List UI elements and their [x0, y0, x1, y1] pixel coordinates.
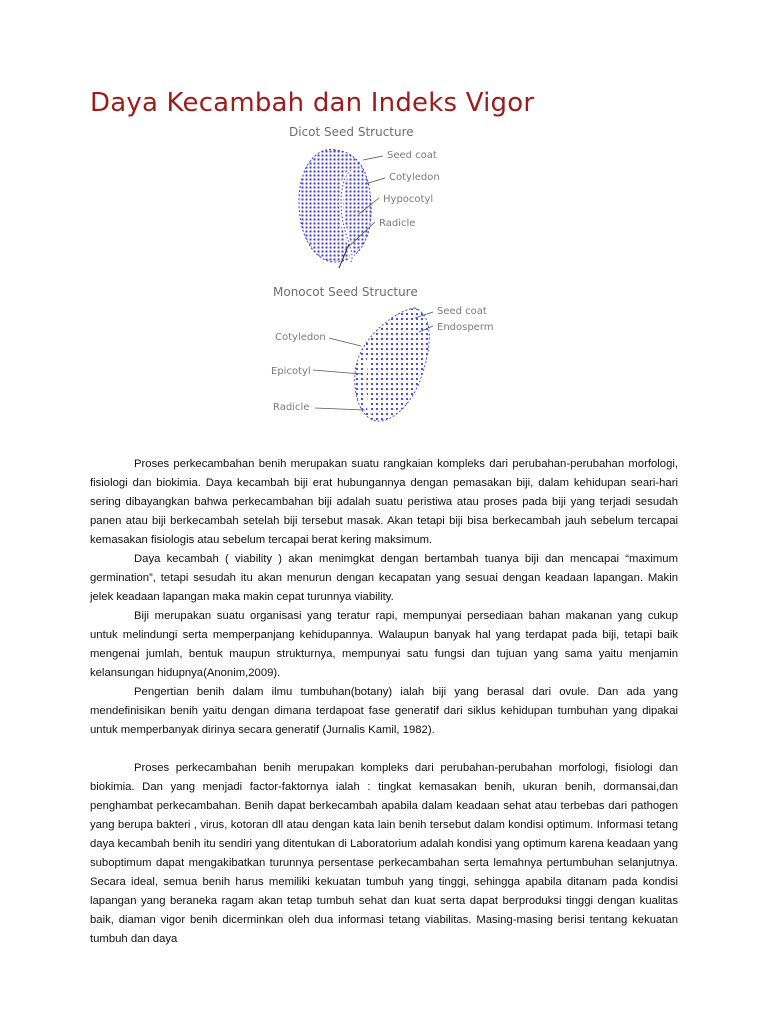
document-body	[90, 455, 678, 949]
monocot-label-2: Endosperm	[437, 322, 494, 333]
seed-structure-figure	[265, 122, 505, 434]
paragraph: Biji merupakan suatu organisasi yang teratur rapi, mempunyai persediaan bahan makanan yang cukup untuk melindungi serta memperpanjang kehidupannya. Walaupun banyak hal yang terdapat pada biji, tetapi baik mengenai jumlah, bentuk maupun strukturnya, mempunyai satu fungsi dan tujuan yang sama yaitu menjamin kelansungan hidupnya(Anonim,2009).	[90, 610, 678, 679]
paragraph: Proses perkecambahan benih merupakan suatu rangkaian kompleks dari perubahan-perubahan morfologi, fisiologi dan biokimia. Daya kecambah biji erat hubungannya dengan pemasakan biji, dalam kehidupan seari-hari sering dibayangkan bahwa perkecambahan biji adalah suatu peristiwa atau proses pada biji yang terjadi sesudah panen atau biji berkecambah setelah biji tersebut masak. Akan tetapi biji bisa berkecambah jauh sebelum tercapai kemasakan fisiologis atau sebelum tercapai berat kering maksimum.	[90, 458, 678, 546]
dicot-label-4: Radicle	[379, 218, 416, 229]
paragraph: Pengertian benih dalam ilmu tumbuhan(botany) ialah biji yang berasal dari ovule. Dan ada yang mendefinisikan benih yaitu dengan dimana terdapoat fase generatif dari siklus kehidupan tumbuhan yang dipakai untuk memperbanyak dirinya secara generatif (Jurnalis Kamil, 1982).	[90, 686, 678, 736]
monocot-label-3: Cotyledon	[275, 332, 326, 343]
paragraph: Daya kecambah ( viability ) akan menimgkat dengan bertambah tuanya biji dan mencapai “maximum germination”, tetapi sesudah itu akan menurun dengan kecapatan yang sesuai dengan keadaan lapangan. Makin jelek keadaan lapangan maka makin cepat turunnya viability.	[90, 553, 678, 603]
monocot-pointer-5	[315, 408, 365, 410]
document-title: Daya Kecambah dan Indeks Vigor	[90, 88, 535, 118]
paragraph: Proses perkecambahan benih merupakan kompleks dari perubahan-perubahan morfologi, fisiologi dan biokimia. Dan yang menjadi factor-faktornya ialah : tingkat kemasakan benih, ukuran benih, dormansai,dan penghambat perkecambahan. Benih dapat berkecambah apabila dalam keadaan sehat atau terbebas dari pathogen yang berupa bakteri , virus, kotoran dll atau dengan kata lain benih tersebut dalam kondisi optimum. Informasi tetang daya kecambah benih itu sendiri yang ditentukan di Laboratorium adalah kondisi yang optimum karena keadaan yang suboptimum dapat mengakibatkan turunnya persentase perkecambahan serta lemahnya pertumbuhan selanjutnya. Secara ideal, semua benih harus memiliki kekuatan tumbuh yang tinggi, sehingga apabila ditanam pada kondisi lapangan yang beraneka ragam akan tetap tumbuh sehat dan kuat serta dapat berproduksi tinggi dengan kualitas baik, diaman vigor benih dicerminkan oleh dua informasi tetang viabilitas. Masing-masing berisi tentang kekuatan tumbuh dan daya	[90, 762, 678, 945]
dicot-seed-coat-shape	[299, 149, 371, 262]
dicot-label-2: Cotyledon	[389, 172, 440, 183]
monocot-pointer-4	[313, 370, 361, 374]
dicot-pointer-1	[363, 156, 383, 160]
monocot-label-5: Radicle	[273, 402, 310, 413]
monocot-label-1: Seed coat	[437, 306, 487, 317]
dicot-caption: Dicot Seed Structure	[289, 125, 414, 139]
dicot-label-3: Hypocotyl	[383, 194, 434, 205]
seed-structure-illustration	[265, 122, 505, 434]
dicot-seed-diagram	[289, 125, 440, 268]
monocot-seed-diagram	[271, 285, 494, 421]
dicot-label-1: Seed coat	[387, 150, 437, 161]
monocot-pointer-3	[329, 338, 361, 346]
monocot-caption: Monocot Seed Structure	[273, 285, 418, 299]
monocot-label-4: Epicotyl	[271, 366, 311, 377]
